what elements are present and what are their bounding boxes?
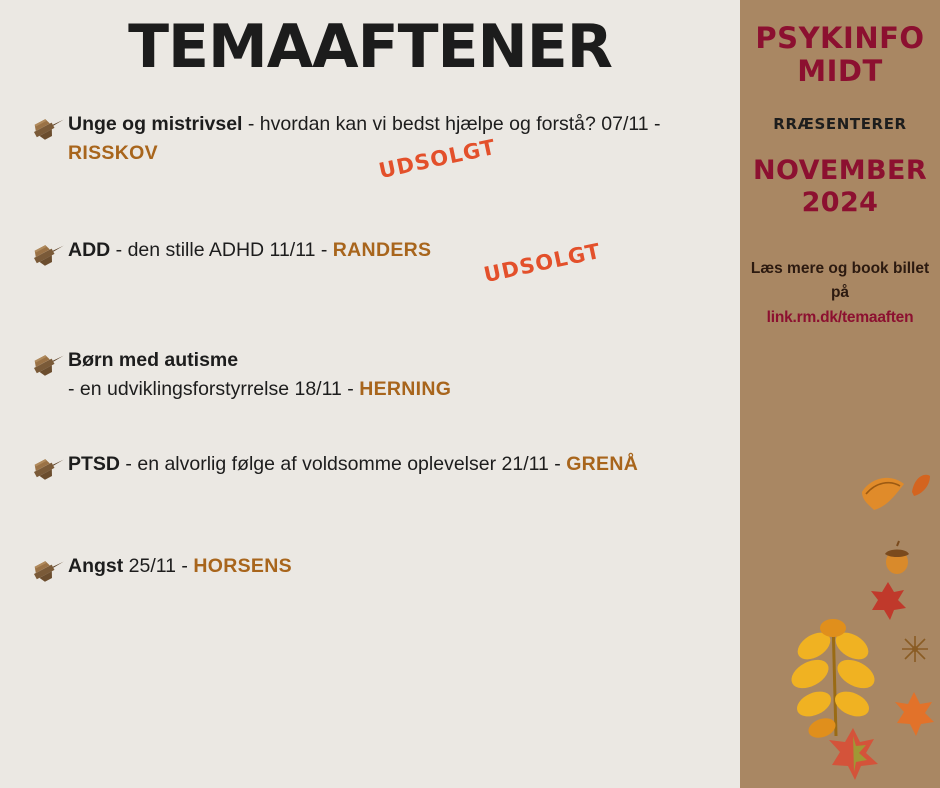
list-item[interactable] xyxy=(24,346,730,406)
pushpin-icon xyxy=(24,348,68,382)
event-title: PTSD xyxy=(68,453,121,475)
pushpin-icon xyxy=(24,238,68,272)
event-detail: - hvordan kan vi bedst hjælpe og forstå? 07/11 - xyxy=(242,113,661,135)
leaf-icon xyxy=(868,580,908,622)
pine-sprig-icon xyxy=(900,634,930,664)
pushpin-icon xyxy=(24,112,68,146)
event-location: RISSKOV xyxy=(68,142,158,165)
booking-text: Læs mere og book billet på xyxy=(750,260,930,301)
presents-label: RRÆSENTERER xyxy=(773,114,907,133)
event-description xyxy=(68,236,604,288)
event-location: RANDERS xyxy=(332,239,432,261)
year-label: 2024 xyxy=(801,187,879,219)
acorn-icon xyxy=(880,540,914,576)
event-title: ADD xyxy=(68,239,111,261)
month-label: NOVEMBER xyxy=(752,154,928,186)
page-title: TEMAAFTENER xyxy=(128,12,612,82)
event-detail: - en alvorlig følge af voldsomme oplevelser 21/11 - xyxy=(120,453,567,475)
leaf-icon xyxy=(778,612,888,742)
event-description xyxy=(68,346,451,405)
booking-link[interactable]: link.rm.dk/temaaften xyxy=(766,308,914,326)
list-item[interactable] xyxy=(24,450,730,510)
brand-line-1: PSYKINFO xyxy=(755,21,925,55)
event-location: HORSENS xyxy=(193,555,292,577)
list-item[interactable] xyxy=(24,110,730,184)
pushpin-icon xyxy=(24,554,68,588)
event-title: Unge og mistrivsel xyxy=(68,113,243,135)
event-detail: - den stille ADHD 11/11 - xyxy=(110,239,333,261)
event-title: Børn med autisme xyxy=(68,349,239,371)
event-list xyxy=(0,110,740,612)
event-location: HERNING xyxy=(359,378,452,401)
list-item[interactable] xyxy=(24,236,730,296)
leaf-icon xyxy=(826,726,880,782)
status-badge: UDSOLGT xyxy=(376,134,499,184)
leaf-icon xyxy=(908,470,934,498)
event-description xyxy=(68,450,638,479)
list-item[interactable] xyxy=(24,552,730,612)
event-description xyxy=(68,552,292,581)
event-location: GRENÅ xyxy=(566,453,639,475)
status-badge: UDSOLGT xyxy=(481,238,604,288)
pushpin-icon xyxy=(24,452,68,486)
event-description xyxy=(68,110,688,184)
brand-line-2: MIDT xyxy=(797,54,883,89)
sidebar xyxy=(740,0,940,788)
event-detail: - en udviklingsforstyrrelse 18/11 - xyxy=(68,378,360,401)
brand-name xyxy=(740,0,940,89)
event-title: Angst xyxy=(68,555,124,577)
leaf-icon xyxy=(858,472,908,514)
leaf-icon xyxy=(892,690,936,738)
booking-info xyxy=(740,257,940,329)
event-detail: 25/11 - xyxy=(123,555,194,577)
